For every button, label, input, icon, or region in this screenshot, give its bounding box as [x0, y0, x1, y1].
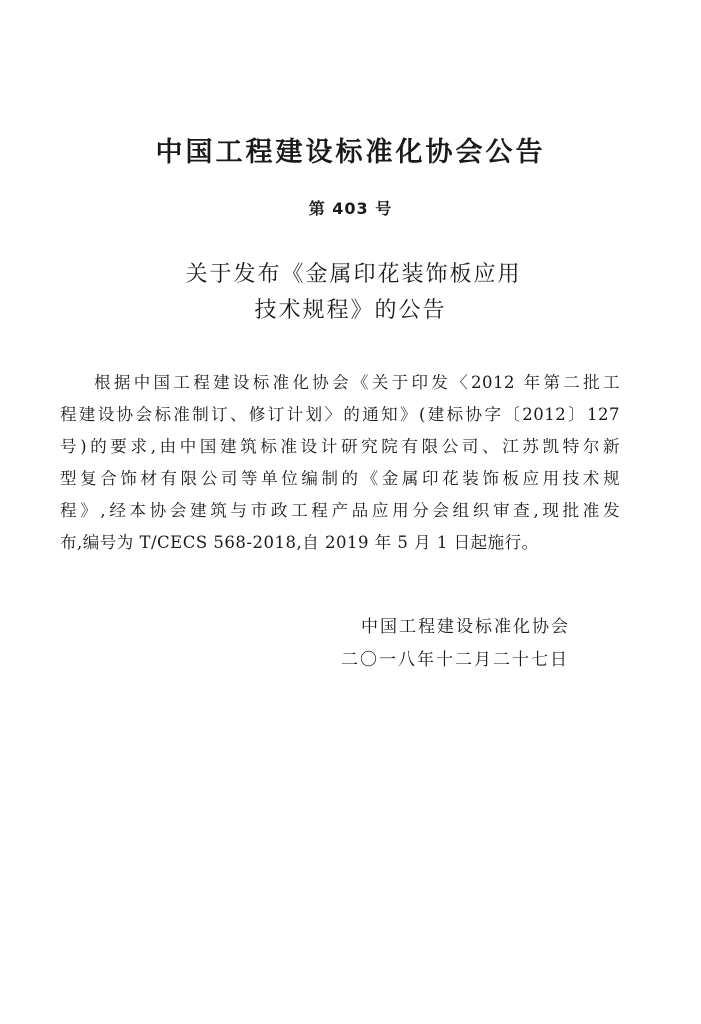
- signature-organization: 中国工程建设标准化协会: [361, 617, 570, 637]
- body-line: 布,编号为 T/CECS 568-2018,自 2019 年 5 月 1 日起施行。: [60, 533, 539, 552]
- body-line: 程建设协会标准制订、修订计划〉的通知》(建标协字〔2012〕127: [60, 405, 620, 424]
- notice-number: 第 403 号: [308, 199, 393, 218]
- body-line: 根据中国工程建设标准化协会《关于印发〈2012 年第二批工: [94, 373, 620, 392]
- notice-title: 中国工程建设标准化协会公告: [155, 137, 546, 168]
- body-line: 号)的要求,由中国建筑标准设计研究院有限公司、江苏凯特尔新: [60, 437, 620, 456]
- notice-subtitle-line-1: 关于发布《金属印花装饰板应用: [185, 262, 522, 287]
- body-line: 型复合饰材有限公司等单位编制的《金属印花装饰板应用技术规: [60, 469, 620, 488]
- notice-subtitle-line-2: 技术规程》的公告: [254, 298, 447, 323]
- signature-date: 二〇一八年十二月二十七日: [341, 650, 569, 670]
- body-line: 程》,经本协会建筑与市政工程产品应用分会组织审查,现批准发: [60, 501, 620, 520]
